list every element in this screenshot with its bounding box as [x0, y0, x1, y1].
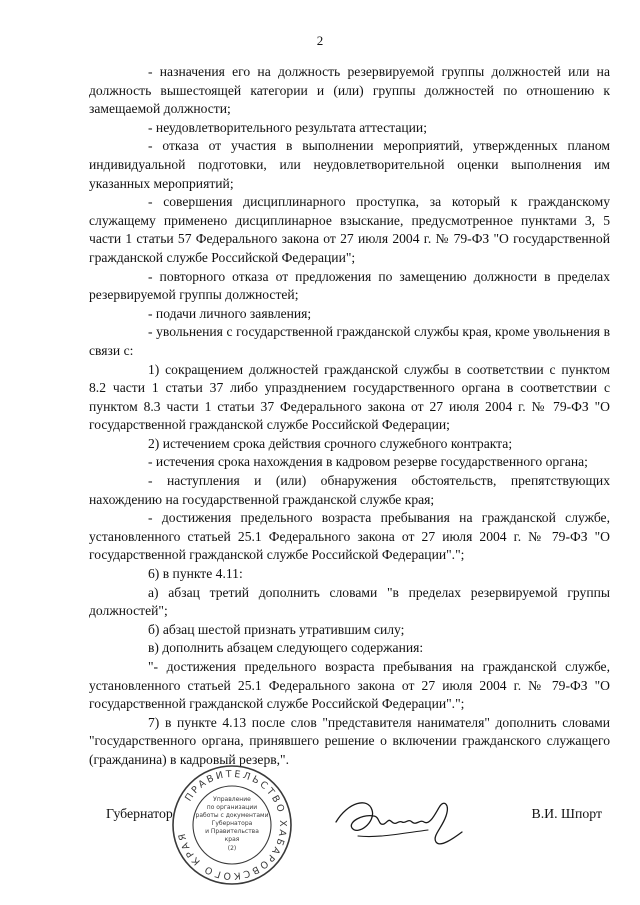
paragraph: - совершения дисциплинарного проступка, за который к гражданскому служащему применено дисциплинарное взыскание, предусмотренное пунктами 3, 5 части 1 статьи 57 Федерального закона от 27 июля 2004 г. № 79-ФЗ "О государственной гражданской службе Российской Федерации";	[89, 194, 610, 265]
paragraph: 1) сокращением должностей гражданской службы в соответствии с пунктом 8.2 части 1 статьи 37 либо упразднением государственного органа в соответствии с пунктом 8.3 части 1 статьи 37 Федерального закона от 27 июля 2004 г. № 79-ФЗ "О государственной гражданской службе Российской Федерации;	[89, 361, 610, 433]
paragraph: - подачи личного заявления;	[148, 305, 312, 321]
stamp-line: работы с документами	[195, 812, 269, 819]
stamp-line: по организации	[206, 804, 258, 811]
paragraph: - назначения его на должность резервируемой группы должностей или на должность вышестоящей категории и (или) группы должностей по отношению к замещаемой должности;	[89, 64, 610, 117]
paragraph: - наступления и (или) обнаружения обстоятельств, препятствующих нахождению на государственной гражданской службе края;	[89, 473, 610, 507]
stamp-line: Управление	[213, 796, 251, 803]
paragraph: в) дополнить абзацем следующего содержания:	[148, 640, 424, 656]
paragraph: 7) в пункте 4.13 после слов "представителя нанимателя" дополнить словами "государственного органа, принявшего решение о включении гражданского служащего (гражданина) в кадровый резерв,".	[89, 714, 610, 767]
paragraph: 2) истечением срока действия срочного служебного контракта;	[148, 435, 513, 451]
signer-position: Губернатор	[106, 806, 173, 821]
paragraph: - повторного отказа от предложения по замещению должности в пределах резервируемой группы должностей;	[89, 268, 610, 303]
paragraph: - достижения предельного возраста пребывания на гражданской службе, установленного статьей 25.1 Федерального закона от 27 июля 2004 г. № 79-ФЗ "О государственной гражданской службе Российской Федерации".";	[89, 510, 610, 563]
paragraph: "- достижения предельного возраста пребывания на гражданской службе, установленного статьей 25.1 Федерального закона от 27 июля 2004 г. № 79-ФЗ "О государственной гражданской службе Российской Федерации".";	[89, 659, 610, 712]
stamp-line: и Правительства	[205, 828, 259, 835]
paragraph: - отказа от участия в выполнении мероприятий, утвержденных планом индивидуальной подготовки, или неудовлетворительной оценки выполнения им указанных мероприятий;	[89, 138, 610, 191]
paragraph: - истечения срока нахождения в кадровом резерве государственного органа;	[148, 454, 588, 470]
paragraph: 6) в пункте 4.11:	[148, 566, 243, 582]
official-stamp-icon	[170, 763, 294, 887]
paragraph: а) абзац третий дополнить словами "в пределах резервируемой группы должностей";	[89, 584, 610, 619]
document-body	[89, 63, 610, 770]
stamp-line: (2)	[227, 845, 237, 852]
paragraph: б) абзац шестой признать утратившим силу;	[148, 621, 405, 637]
paragraph: - увольнения с государственной гражданской службы края, кроме увольнения в связи с:	[89, 324, 610, 358]
paragraph: - неудовлетворительного результата аттестации;	[148, 119, 427, 135]
signer-name: В.И. Шпорт	[531, 806, 602, 821]
stamp-line: края	[224, 836, 240, 843]
handwritten-signature-icon	[328, 792, 468, 854]
page-number: 2	[316, 33, 324, 48]
stamp-outer-text: ПРАВИТЕЛЬСТВО ХАБАРОВСКОГО КРАЯ	[176, 768, 289, 882]
stamp-line: Губернатора	[211, 820, 253, 827]
